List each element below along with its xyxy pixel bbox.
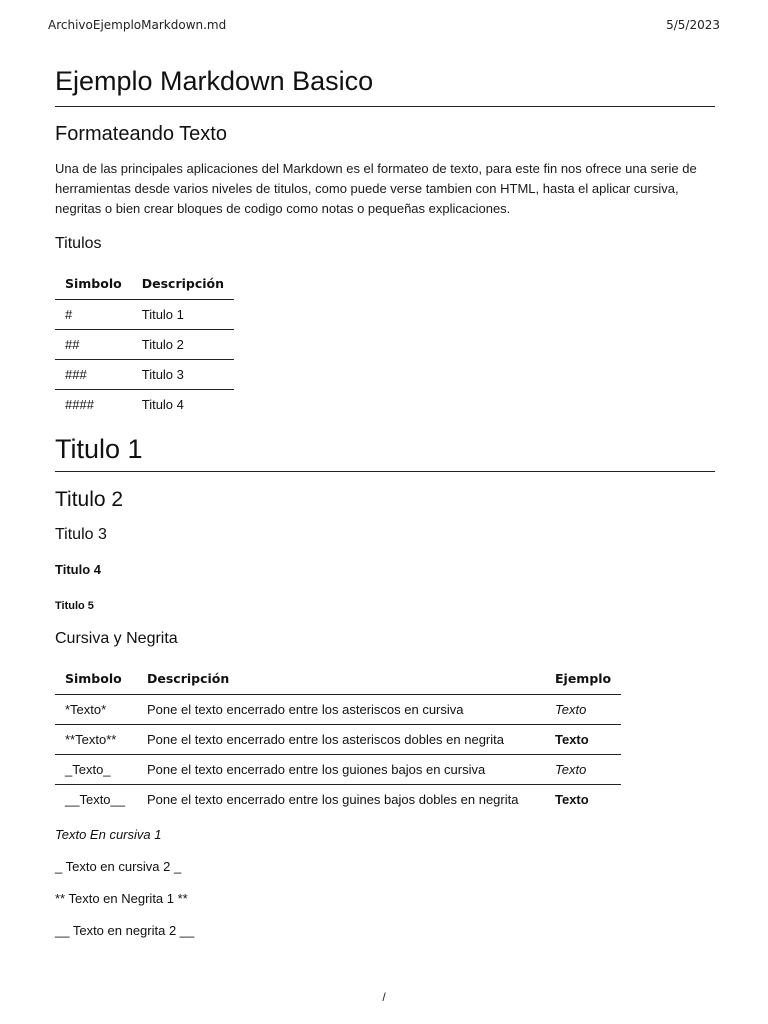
italic-text-line: Texto En cursiva 1 bbox=[55, 827, 162, 842]
table-row bbox=[55, 725, 621, 755]
example-heading-4: Titulo 4 bbox=[55, 562, 101, 577]
example-heading-5: Titulo 5 bbox=[55, 600, 94, 612]
intro-paragraph: Una de las principales aplicaciones del Markdown es el formateo de texto, para este fin nos ofrece una serie de herramientas desde varios niveles de titulos, como puede verse tambien con HTML, hasta el aplicar cursiva, negritas o bien crear bloques de codigo como notas o pequeñas explicaciones. bbox=[55, 161, 697, 216]
print-header bbox=[48, 18, 720, 34]
table-row bbox=[55, 300, 234, 330]
column-header-simbolo: Simbolo bbox=[55, 662, 137, 695]
column-header-descripcion: Descripción bbox=[137, 662, 545, 695]
table-cell-italic-example: Texto bbox=[545, 695, 621, 725]
table-cell-italic-example: Texto bbox=[545, 755, 621, 785]
table-cell-bold-example: Texto bbox=[555, 792, 589, 807]
column-header-simbolo: Simbolo bbox=[55, 267, 132, 300]
table-cell: _Texto_ bbox=[55, 755, 137, 785]
table-header-row bbox=[55, 267, 234, 300]
table-cell: ### bbox=[55, 360, 132, 390]
table-cell: #### bbox=[65, 397, 94, 412]
table-cell-bold-example: Texto bbox=[545, 725, 621, 755]
table-cell: Pone el texto encerrado entre los guiones bajos en cursiva bbox=[137, 755, 545, 785]
table-cell: Titulo 1 bbox=[132, 300, 234, 330]
example-heading-2: Titulo 2 bbox=[55, 488, 124, 511]
table-row bbox=[55, 785, 621, 815]
table-row bbox=[55, 695, 621, 725]
document-title: Ejemplo Markdown Basico bbox=[55, 62, 715, 107]
emphasis-heading: Cursiva y Negrita bbox=[55, 630, 178, 647]
table-cell: **Texto** bbox=[55, 725, 137, 755]
text-line: _ Texto en cursiva 2 _ bbox=[55, 859, 182, 874]
table-cell: # bbox=[55, 300, 132, 330]
table-row bbox=[55, 390, 234, 420]
table-cell: Titulo 2 bbox=[132, 330, 234, 360]
text-line: ** Texto en Negrita 1 ** bbox=[55, 891, 188, 906]
file-name: ArchivoEjemploMarkdown.md bbox=[48, 18, 227, 32]
table-row bbox=[55, 330, 234, 360]
table-cell: __Texto__ bbox=[65, 792, 125, 807]
emphasis-table bbox=[55, 662, 621, 814]
table-cell: Pone el texto encerrado entre los guines bajos dobles en negrita bbox=[147, 792, 519, 807]
print-date: 5/5/2023 bbox=[666, 18, 720, 32]
section-title-formateando: Formateando Texto bbox=[55, 123, 227, 145]
table-cell: Pone el texto encerrado entre los asteriscos dobles en negrita bbox=[137, 725, 545, 755]
table-header-row bbox=[55, 662, 621, 695]
table-row bbox=[55, 360, 234, 390]
document-body bbox=[55, 62, 715, 940]
table-cell: Pone el texto encerrado entre los asteriscos en cursiva bbox=[137, 695, 545, 725]
titles-heading: Titulos bbox=[55, 235, 102, 252]
titles-table bbox=[55, 267, 234, 419]
column-header-ejemplo: Ejemplo bbox=[545, 662, 621, 695]
example-heading-1: Titulo 1 bbox=[55, 431, 715, 472]
table-cell: Titulo 4 bbox=[141, 397, 184, 412]
text-line: __ Texto en negrita 2 __ bbox=[55, 923, 195, 938]
table-cell: *Texto* bbox=[55, 695, 137, 725]
table-cell: ## bbox=[55, 330, 132, 360]
column-header-descripcion: Descripción bbox=[132, 267, 234, 300]
page-footer: / bbox=[382, 990, 386, 1004]
table-row bbox=[55, 755, 621, 785]
table-cell: Titulo 3 bbox=[132, 360, 234, 390]
example-heading-3: Titulo 3 bbox=[55, 526, 107, 543]
